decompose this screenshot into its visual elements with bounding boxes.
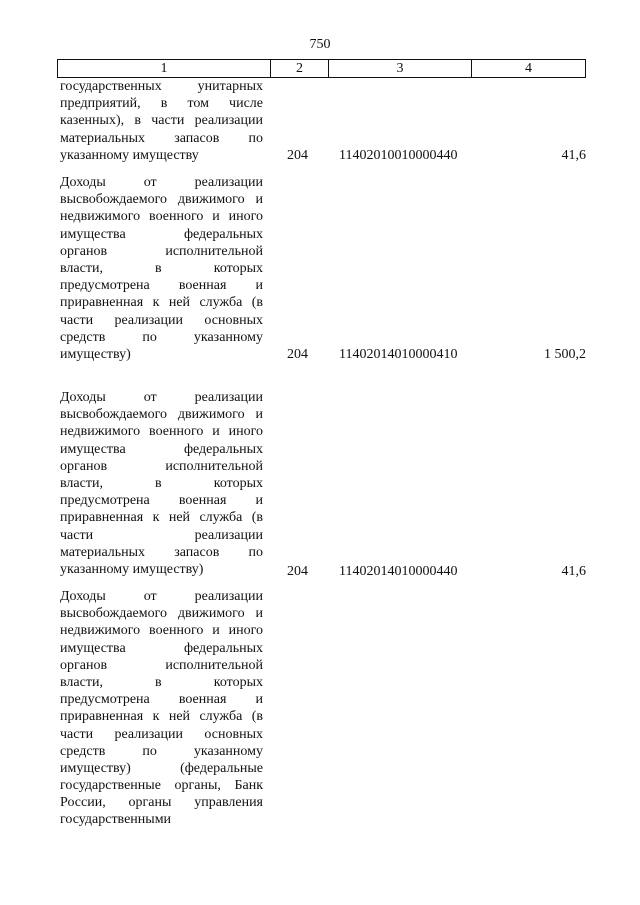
row-col4-amount: 1 500,2 [544, 347, 586, 362]
description-line: части реализации [60, 527, 263, 543]
row-col4-amount: 41,6 [561, 148, 586, 163]
row-description [60, 174, 263, 363]
row-col2: 204 [287, 564, 308, 579]
description-line: приравненная к ней служба (в [60, 510, 263, 526]
row-col3-code: 11402010010000440 [339, 148, 458, 163]
row-description [60, 78, 263, 164]
description-line: имущества федеральных [60, 226, 263, 242]
description-line: недвижимого военного и иного [60, 209, 263, 225]
row-col2: 204 [287, 347, 308, 362]
description-line: части реализации основных [60, 312, 263, 328]
description-line: Доходы от реализации [60, 175, 263, 190]
description-line: власти, в которых [60, 475, 263, 491]
description-line: недвижимого военного и иного [60, 424, 263, 440]
description-line: власти, в которых [60, 260, 263, 276]
row-col2: 204 [287, 148, 308, 163]
description-line: имуществу) [60, 346, 131, 362]
row-col3-code: 11402014010000440 [339, 564, 458, 579]
description-line: имуществу) (федеральные [60, 760, 263, 776]
description-line: органов исполнительной [60, 657, 263, 673]
header-col-4: 4 [471, 60, 586, 77]
description-line: предприятий, в том числе [60, 96, 263, 112]
description-line: средств по указанному [60, 743, 263, 759]
description-line: органов исполнительной [60, 243, 263, 259]
row-col3-code: 11402014010000410 [339, 347, 458, 362]
description-line: указанному имуществу [60, 147, 199, 163]
description-line: материальных запасов по [60, 130, 263, 146]
description-line: казенных), в части реализации [60, 113, 263, 129]
header-col-3: 3 [328, 60, 471, 77]
description-line: предусмотрена военная и [60, 493, 263, 509]
header-col-1: 1 [57, 60, 270, 77]
description-line: части реализации основных [60, 726, 263, 742]
row-col4-amount: 41,6 [561, 564, 586, 579]
description-line: органов исполнительной [60, 458, 263, 474]
header-col-2: 2 [270, 60, 328, 77]
description-line: средств по указанному [60, 329, 263, 345]
description-line: недвижимого военного и иного [60, 623, 263, 639]
description-line: России, органы управления [60, 795, 263, 811]
description-line: Доходы от реализации [60, 390, 263, 405]
row-description [60, 588, 263, 829]
description-line: имущества федеральных [60, 640, 263, 656]
description-line: предусмотрена военная и [60, 278, 263, 294]
description-line: предусмотрена военная и [60, 692, 263, 708]
page-number: 750 [309, 37, 331, 52]
description-line: материальных запасов по [60, 544, 263, 560]
description-line: приравненная к ней служба (в [60, 709, 263, 725]
description-line: имущества федеральных [60, 441, 263, 457]
description-line: указанному имуществу) [60, 561, 204, 577]
description-line: Доходы от реализации [60, 589, 263, 604]
description-line: высвобождаемого движимого и [60, 606, 263, 622]
description-line: высвобождаемого движимого и [60, 192, 263, 208]
description-line: государственными [60, 812, 172, 828]
description-line: приравненная к ней служба (в [60, 295, 263, 311]
description-line: государственные органы, Банк [60, 778, 263, 794]
row-description [60, 389, 263, 578]
table-header [57, 59, 586, 78]
description-line: высвобождаемого движимого и [60, 407, 263, 423]
description-line: государственных унитарных [60, 79, 263, 94]
description-line: власти, в которых [60, 674, 263, 690]
